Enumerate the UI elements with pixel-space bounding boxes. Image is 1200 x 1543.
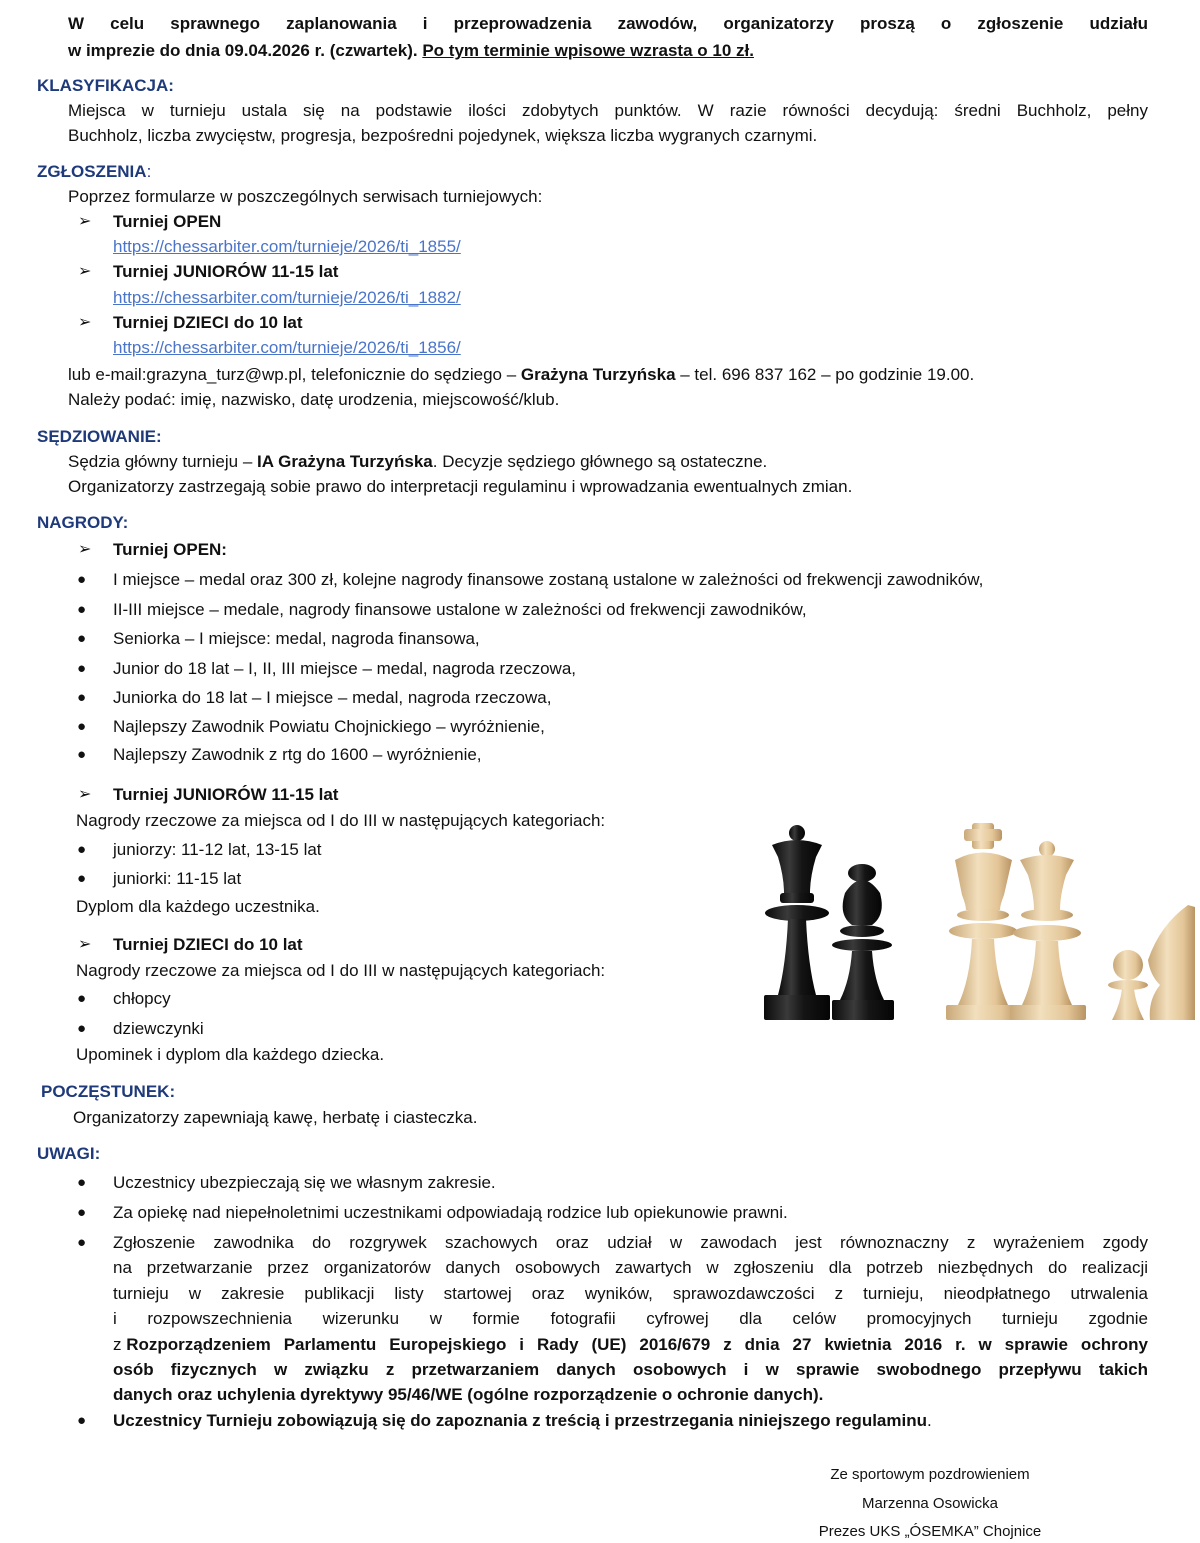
tournament-name-juniors: Turniej JUNIORÓW 11-15 lat <box>113 262 339 281</box>
arrow-icon: ➢ <box>78 936 92 953</box>
intro-deadline: w imprezie do dnia 09.04.2026 r. (czwartek). <box>68 41 418 60</box>
uwagi-item-gdpr-line <box>113 1334 1148 1356</box>
tournament-link-kids[interactable]: https://chessarbiter.com/turnieje/2026/ti_1856/ <box>113 338 461 357</box>
black-bishop-icon <box>832 864 894 1020</box>
prizes-kids-title: Turniej DZIECI do 10 lat <box>113 935 303 954</box>
intro-fee-note: Po tym terminie wpisowe wzrasta o 10 zł. <box>422 41 754 60</box>
sedziowanie-text-b: . Decyzje sędziego głównego są ostateczne. <box>432 452 768 471</box>
bullet-icon: ● <box>77 1234 87 1251</box>
prizes-juniors-title: Turniej JUNIORÓW 11-15 lat <box>113 785 339 804</box>
bullet-icon: ● <box>77 718 87 735</box>
prize-open-item: Najlepszy Zawodnik Powiatu Chojnickiego – wyróżnienie, <box>113 717 545 736</box>
contact-text-a: lub e-mail:grazyna_turz@wp.pl, telefonicznie do sędziego – <box>68 365 521 384</box>
prize-open-item: Najlepszy Zawodnik z rtg do 1600 – wyróżnienie, <box>113 745 482 764</box>
bullet-icon: ● <box>77 1174 87 1191</box>
intro-line-2 <box>68 40 754 62</box>
signature-role: Prezes UKS „ÓSEMKA” Chojnice <box>818 1523 1042 1540</box>
bullet-icon: ● <box>77 746 87 763</box>
bullet-icon: ● <box>77 990 87 1007</box>
prize-kids-item: dziewczynki <box>113 1019 204 1038</box>
signature-name: Marzenna Osowicka <box>862 1495 998 1512</box>
uwagi-item-gdpr-line: danych oraz uchylenia dyrektywy 95/46/WE (ogólne rozporządzenie o ochronie danych). <box>113 1385 824 1404</box>
bullet-icon: ● <box>77 841 87 858</box>
uwagi-item-insurance: Uczestnicy ubezpieczają się we własnym zakresie. <box>113 1173 496 1192</box>
heading-zgloszenia-text: ZGŁOSZENIA <box>37 162 147 181</box>
tournament-name-kids: Turniej DZIECI do 10 lat <box>113 313 303 332</box>
bullet-icon: ● <box>77 870 87 887</box>
uwagi-item-gdpr-line: Zgłoszenie zawodnika do rozgrywek szachowych oraz udział w zawodach jest równoznaczny z wyrażeniem zgody <box>113 1233 1148 1252</box>
prize-juniors-item: juniorzy: 11-12 lat, 13-15 lat <box>113 840 322 859</box>
uwagi-item-gdpr-line: i rozpowszechnienia wizerunku w formie fotografii cyfrowej dla celów promocyjnych turnieju zgodnie <box>113 1309 1148 1328</box>
tournament-link-juniors[interactable]: https://chessarbiter.com/turnieje/2026/ti_1882/ <box>113 288 461 307</box>
prizes-juniors-intro: Nagrody rzeczowe za miejsca od I do III w następujących kategoriach: <box>76 811 606 830</box>
uwagi-item-regulations <box>113 1410 932 1432</box>
zgloszenia-required: Należy podać: imię, nazwisko, datę urodzenia, miejscowość/klub. <box>68 390 560 409</box>
prize-open-item: Junior do 18 lat – I, II, III miejsce – medal, nagroda rzeczowa, <box>113 659 577 678</box>
bullet-icon: ● <box>77 1412 87 1429</box>
heading-uwagi: UWAGI: <box>37 1144 101 1163</box>
bullet-icon: ● <box>77 1204 87 1221</box>
prize-open-item: I miejsce – medal oraz 300 zł, kolejne nagrody finansowe zostaną ustalone w zależności od frekwencji zawodników, <box>113 570 984 589</box>
white-king-icon <box>946 823 1020 1020</box>
white-queen-icon <box>1010 841 1086 1020</box>
white-pawn-icon <box>1108 950 1148 1020</box>
white-knight-icon <box>1148 905 1195 1020</box>
zgloszenia-contact <box>68 364 974 386</box>
tournament-link-open[interactable]: https://chessarbiter.com/turnieje/2026/ti_1855/ <box>113 237 461 256</box>
heading-sedziowanie: SĘDZIOWANIE: <box>37 427 162 446</box>
bullet-icon: ● <box>77 571 87 588</box>
regulations-period: . <box>926 1411 932 1430</box>
arrow-icon: ➢ <box>78 314 92 331</box>
bullet-icon: ● <box>77 660 87 677</box>
uwagi-item-gdpr-line: osób fizycznych w związku z przetwarzaniem danych osobowych i w sprawie swobodnego przepływu takich <box>113 1360 1148 1379</box>
klasyfikacja-line-2: Buchholz, liczba zwycięstw, progresja, bezpośredni pojedynek, większa liczba wygranych czarnymi. <box>68 126 818 145</box>
signature-greeting: Ze sportowym pozdrowieniem <box>830 1466 1030 1483</box>
prizes-kids-intro: Nagrody rzeczowe za miejsca od I do III w następujących kategoriach: <box>76 961 606 980</box>
prizes-juniors-outro: Dyplom dla każdego uczestnika. <box>76 897 320 916</box>
tournament-name-open: Turniej OPEN <box>113 212 222 231</box>
prize-kids-item: chłopcy <box>113 989 171 1008</box>
sedziowanie-line-2: Organizatorzy zastrzegają sobie prawo do interpretacji regulaminu i wprowadzania ewentualnych zmian. <box>68 477 853 496</box>
prize-juniors-item: juniorki: 11-15 lat <box>113 869 242 888</box>
chief-arbiter-name: IA Grażyna Turzyńska <box>257 452 433 471</box>
arrow-icon: ➢ <box>78 263 92 280</box>
poczestunek-text: Organizatorzy zapewniają kawę, herbatę i ciasteczka. <box>73 1108 478 1127</box>
bullet-icon: ● <box>77 630 87 647</box>
uwagi-item-gdpr-line: turnieju w zakresie publikacji listy startowej oraz wyników, sprawozdawczości z turnieju, nieodpłatnego utrwalenia <box>113 1284 1148 1303</box>
gdpr-regulation-title: Rozporządzeniem Parlamentu Europejskiego i Rady (UE) 2016/679 z dnia 27 kwietnia 2016 r. w sprawie ochrony <box>126 1335 1148 1354</box>
arrow-icon: ➢ <box>78 213 92 230</box>
heading-poczestunek: POCZĘSTUNEK: <box>41 1082 176 1101</box>
heading-klasyfikacja: KLASYFIKACJA: <box>37 76 174 95</box>
zgloszenia-intro: Poprzez formularze w poszczególnych serwisach turniejowych: <box>68 187 543 206</box>
gdpr-prefix: z <box>113 1335 127 1354</box>
prize-open-item: Juniorka do 18 lat – I miejsce – medal, nagroda rzeczowa, <box>113 688 552 707</box>
klasyfikacja-line-1: Miejsca w turnieju ustala się na podstawie ilości zdobytych punktów. W razie równości decydują: średni Buchholz, pełny <box>68 101 1148 120</box>
contact-name: Grażyna Turzyńska <box>520 365 676 384</box>
heading-zgloszenia <box>37 161 151 183</box>
bullet-icon: ● <box>77 689 87 706</box>
heading-colon: : <box>146 162 152 181</box>
chess-pieces-image <box>750 815 1200 1020</box>
arrow-icon: ➢ <box>78 541 92 558</box>
prizes-kids-outro: Upominek i dyplom dla każdego dziecka. <box>76 1045 385 1064</box>
uwagi-item-guardians: Za opiekę nad niepełnoletnimi uczestnikami odpowiadają rodzice lub opiekunowie prawni. <box>113 1203 788 1222</box>
bullet-icon: ● <box>77 601 87 618</box>
uwagi-item-gdpr-line: na przetwarzanie przez organizatorów danych osobowych zawartych w zgłoszeniu dla potrzeb niezbędnych do realizacji <box>113 1258 1148 1277</box>
heading-nagrody: NAGRODY: <box>37 513 129 532</box>
bullet-icon: ● <box>77 1020 87 1037</box>
sedziowanie-line-1 <box>68 451 767 473</box>
arrow-icon: ➢ <box>78 786 92 803</box>
black-queen-icon <box>764 825 830 1020</box>
intro-line-1: W celu sprawnego zaplanowania i przeprowadzenia zawodów, organizatorzy proszą o zgłoszenie udziału <box>68 14 1148 33</box>
contact-text-b: – tel. 696 837 162 – po godzinie 19.00. <box>675 365 975 384</box>
regulations-text: Uczestnicy Turnieju zobowiązują się do zapoznania z treścią i przestrzegania niniejszego regulaminu <box>113 1411 927 1430</box>
prize-open-item: II-III miejsce – medale, nagrody finansowe ustalone w zależności od frekwencji zawodników, <box>113 600 807 619</box>
prizes-open-title: Turniej OPEN: <box>113 540 227 559</box>
sedziowanie-text-a: Sędzia główny turnieju – <box>68 452 258 471</box>
prize-open-item: Seniorka – I miejsce: medal, nagroda finansowa, <box>113 629 480 648</box>
